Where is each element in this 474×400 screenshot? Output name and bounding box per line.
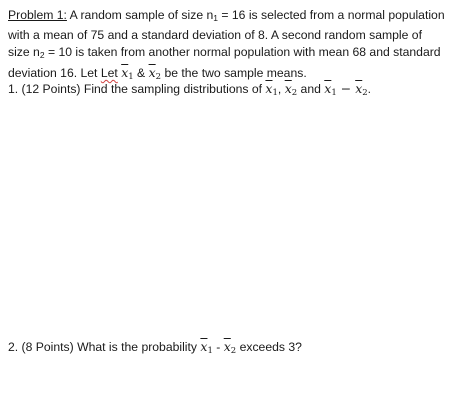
- problem-heading: Problem 1:: [8, 8, 67, 22]
- xbar-1-symbol: $\overline{x}_1$: [121, 65, 134, 82]
- problem-line-2: with a mean of 75 and a standard deviation of 8. A second random sample of: [8, 28, 422, 42]
- xbar-1-symbol: $\overline{x}_1$: [324, 81, 337, 98]
- question-1: 1. (12 Points) Find the sampling distributions of $\overline{x}_1$, $\overline{x}_2$ and $\overline{x}_1 - \overline{x}_2$.: [8, 81, 372, 98]
- question-2: 2. (8 Points) What is the probability $\overline{x}_1 - \overline{x}_2$ exceeds 3?: [8, 339, 302, 356]
- problem-line-4: deviation 16. Let Let $\overline{x}_1$ & $\overline{x}_2$ be the two sample means.: [8, 65, 307, 82]
- xbar-2-symbol: $\overline{x}_2$: [148, 65, 162, 82]
- xbar-1-symbol: $\overline{x}_1$: [200, 339, 213, 356]
- spellcheck-flag: Let: [100, 66, 118, 80]
- xbar-2-symbol: $\overline{x}_2$: [223, 339, 237, 356]
- problem-line-3: size $n_2 = 10$ is taken from another normal population with mean 68 and standard: [8, 45, 441, 60]
- problem-statement: [8, 7, 470, 86]
- xbar-2-symbol: $\overline{x}_2$: [355, 81, 368, 98]
- problem-line-1: Problem 1: A random sample of size $n_1 = 16$ is selected from a normal population: [8, 8, 445, 23]
- xbar-2-symbol: $\overline{x}_2$: [284, 81, 298, 98]
- xbar-1-symbol: $\overline{x}_1$: [265, 81, 278, 98]
